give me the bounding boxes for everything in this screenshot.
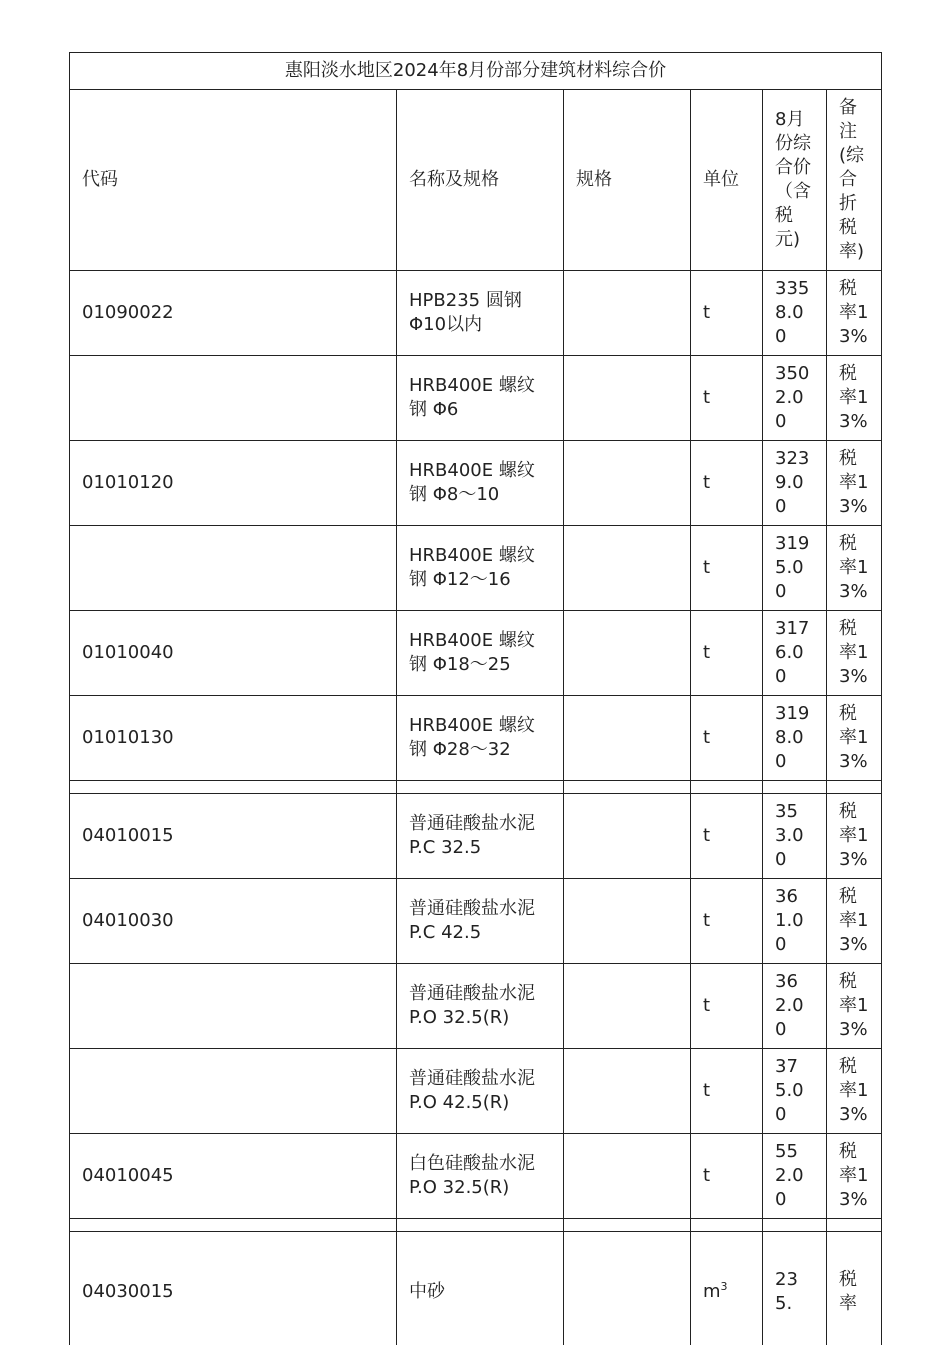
group-separator-row — [70, 781, 882, 794]
cell-note: 税率13% — [827, 271, 882, 356]
table-row — [70, 696, 882, 781]
cell-name: HRB400E 螺纹钢 Φ18～25 — [397, 611, 564, 696]
cell-unit: t — [691, 526, 763, 611]
header-name: 名称及规格 — [397, 90, 564, 271]
cell-price: 375.00 — [763, 1049, 827, 1134]
cell-spec — [564, 271, 691, 356]
cell-unit: t — [691, 1049, 763, 1134]
separator-cell — [763, 1219, 827, 1232]
table-row — [70, 964, 882, 1049]
separator-cell — [564, 1219, 691, 1232]
separator-cell — [564, 781, 691, 794]
cell-note: 税率13% — [827, 1134, 882, 1219]
cell-unit: t — [691, 1134, 763, 1219]
cell-note: 税率13% — [827, 611, 882, 696]
cell-name: 普通硅酸盐水泥P.O 32.5(R) — [397, 964, 564, 1049]
table-row — [70, 441, 882, 526]
cell-spec — [564, 879, 691, 964]
table-row — [70, 1232, 882, 1345]
cell-name: HRB400E 螺纹钢 Φ28～32 — [397, 696, 564, 781]
cell-note: 税率13% — [827, 441, 882, 526]
cell-price: 235. — [763, 1232, 827, 1345]
cell-code: 04030015 — [70, 1232, 397, 1345]
cell-note: 税率13% — [827, 696, 882, 781]
cell-spec — [564, 441, 691, 526]
cell-code: 01010130 — [70, 696, 397, 781]
cell-name: HRB400E 螺纹钢 Φ6 — [397, 356, 564, 441]
table-row — [70, 356, 882, 441]
cell-price: 552.00 — [763, 1134, 827, 1219]
cell-price: 3176.00 — [763, 611, 827, 696]
cell-price: 3239.00 — [763, 441, 827, 526]
cell-spec — [564, 964, 691, 1049]
cell-note: 税率13% — [827, 964, 882, 1049]
cell-code — [70, 964, 397, 1049]
cell-unit: t — [691, 964, 763, 1049]
cell-price: 362.00 — [763, 964, 827, 1049]
separator-cell — [827, 1219, 882, 1232]
separator-cell — [827, 781, 882, 794]
cell-unit: t — [691, 441, 763, 526]
cell-note: 税率13% — [827, 356, 882, 441]
cell-spec — [564, 356, 691, 441]
cell-note: 税率13% — [827, 879, 882, 964]
cell-spec — [564, 1049, 691, 1134]
cell-price: 3358.00 — [763, 271, 827, 356]
cell-name: HRB400E 螺纹钢 Φ12～16 — [397, 526, 564, 611]
cell-code: 04010030 — [70, 879, 397, 964]
cell-name: 普通硅酸盐水泥P.O 42.5(R) — [397, 1049, 564, 1134]
cell-price: 3195.00 — [763, 526, 827, 611]
cell-spec — [564, 1232, 691, 1345]
group-separator-row — [70, 1219, 882, 1232]
cell-code — [70, 1049, 397, 1134]
cell-spec — [564, 794, 691, 879]
cell-price: 353.00 — [763, 794, 827, 879]
cell-name: 白色硅酸盐水泥P.O 32.5(R) — [397, 1134, 564, 1219]
cell-code: 01090022 — [70, 271, 397, 356]
cell-name: 中砂 — [397, 1232, 564, 1345]
header-note: 备注(综合折税率) — [827, 90, 882, 271]
cell-price: 3198.00 — [763, 696, 827, 781]
separator-cell — [763, 781, 827, 794]
separator-cell — [70, 1219, 397, 1232]
separator-cell — [691, 1219, 763, 1232]
table-row — [70, 271, 882, 356]
table-row — [70, 794, 882, 879]
cell-unit: t — [691, 611, 763, 696]
cell-name: 普通硅酸盐水泥P.C 32.5 — [397, 794, 564, 879]
price-table — [69, 52, 882, 1345]
header-spec: 规格 — [564, 90, 691, 271]
header-unit: 单位 — [691, 90, 763, 271]
cell-code: 04010015 — [70, 794, 397, 879]
separator-cell — [397, 781, 564, 794]
cell-spec — [564, 696, 691, 781]
header-row — [70, 90, 882, 271]
cell-note: 税率13% — [827, 526, 882, 611]
cell-note: 税率13% — [827, 1049, 882, 1134]
cell-note: 税率13% — [827, 794, 882, 879]
cell-price: 3502.00 — [763, 356, 827, 441]
cell-price: 361.00 — [763, 879, 827, 964]
table-row — [70, 1134, 882, 1219]
cell-name: HPB235 圆钢 Φ10以内 — [397, 271, 564, 356]
cell-code — [70, 356, 397, 441]
cell-unit: t — [691, 794, 763, 879]
separator-cell — [70, 781, 397, 794]
cell-name: HRB400E 螺纹钢 Φ8～10 — [397, 441, 564, 526]
cell-spec — [564, 1134, 691, 1219]
table-row — [70, 611, 882, 696]
cell-name: 普通硅酸盐水泥P.C 42.5 — [397, 879, 564, 964]
table-title: 惠阳淡水地区2024年8月份部分建筑材料综合价 — [70, 53, 882, 90]
unit-superscript: 3 — [720, 1280, 728, 1293]
table-row — [70, 1049, 882, 1134]
cell-code: 01010120 — [70, 441, 397, 526]
cell-code — [70, 526, 397, 611]
cell-code: 04010045 — [70, 1134, 397, 1219]
title-row — [70, 53, 882, 90]
cell-unit — [691, 1232, 763, 1345]
header-price: 8月份综合价（含税元) — [763, 90, 827, 271]
cell-unit: t — [691, 879, 763, 964]
cell-spec — [564, 526, 691, 611]
separator-cell — [397, 1219, 564, 1232]
cell-spec — [564, 611, 691, 696]
cell-unit: t — [691, 271, 763, 356]
unit-text: m — [703, 1281, 721, 1302]
cell-unit: t — [691, 696, 763, 781]
cell-code: 01010040 — [70, 611, 397, 696]
table-row — [70, 879, 882, 964]
table-row — [70, 526, 882, 611]
cell-unit: t — [691, 356, 763, 441]
header-code: 代码 — [70, 90, 397, 271]
cell-note: 税率 — [827, 1232, 882, 1345]
separator-cell — [691, 781, 763, 794]
